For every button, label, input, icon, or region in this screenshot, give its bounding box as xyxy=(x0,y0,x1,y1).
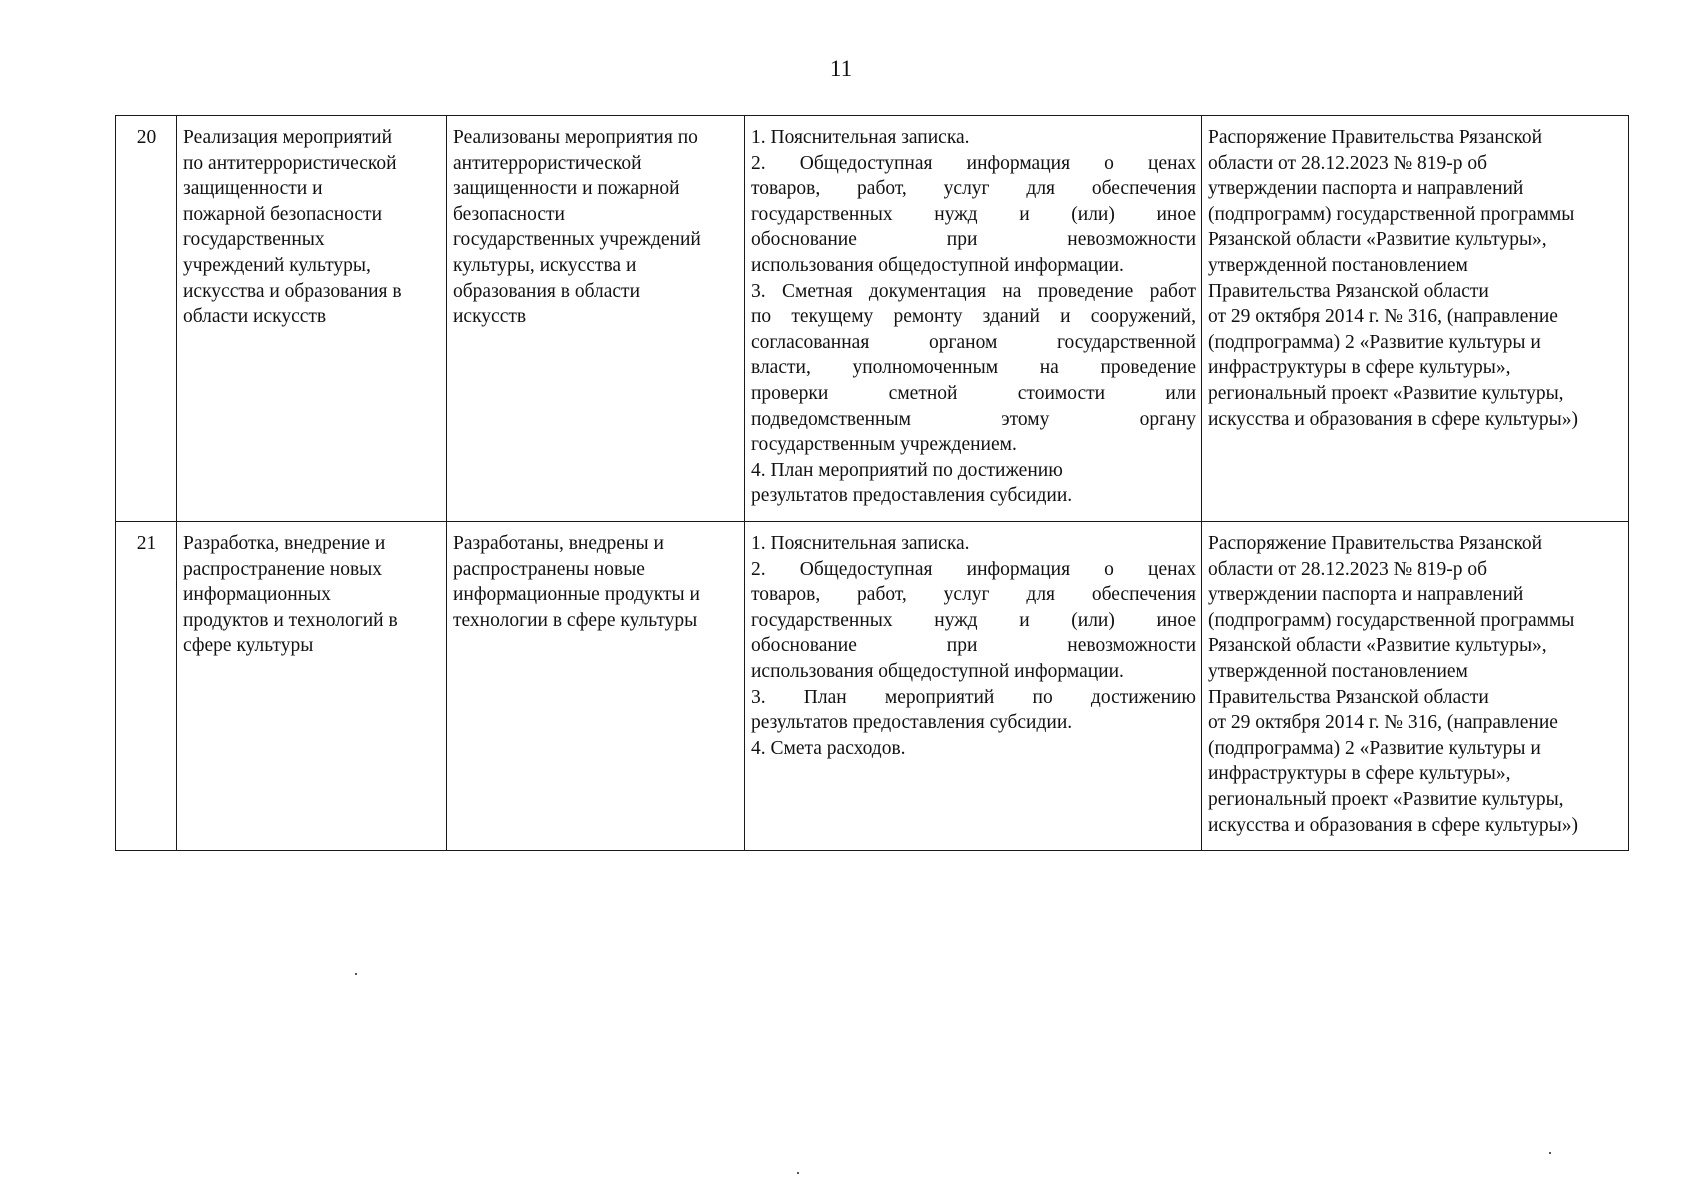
document-line: 4. План мероприятий по достижению xyxy=(751,459,1063,481)
result-line: антитеррористической xyxy=(453,152,642,174)
basis-line: Правительства Рязанской области xyxy=(1208,686,1489,708)
page-number: 11 xyxy=(829,56,853,81)
basis-line: инфраструктуры в сфере культуры», xyxy=(1208,357,1511,379)
event-line: защищенности и xyxy=(183,178,323,200)
event-line: сфере культуры xyxy=(183,635,314,657)
document-line: по текущему ремонту зданий и сооружений, xyxy=(751,306,1196,328)
document-line: государственных нужд и (или) иное xyxy=(751,609,1196,631)
event-line: информационных xyxy=(183,584,331,606)
document-line: 2. Общедоступная информация о ценах xyxy=(751,152,1196,174)
event-line: искусства и образования в xyxy=(183,280,402,302)
basis-line: региональный проект «Развитие культуры, xyxy=(1208,382,1564,404)
documents-cell xyxy=(745,116,1202,522)
event-line: учреждений культуры, xyxy=(183,254,371,276)
document-line: 3. Сметная документация на проведение работ xyxy=(751,280,1196,302)
basis-line: (подпрограмма) 2 «Развитие культуры и xyxy=(1208,737,1541,759)
basis-line: Распоряжение Правительства Рязанской xyxy=(1208,127,1543,148)
basis-line: Рязанской области «Развитие культуры», xyxy=(1208,229,1547,251)
basis-line: (подпрограмма) 2 «Развитие культуры и xyxy=(1208,331,1541,353)
event-cell xyxy=(177,116,447,522)
basis-line: утверждении паспорта и направлений xyxy=(1208,178,1524,200)
document-line: 2. Общедоступная информация о ценах xyxy=(751,558,1196,580)
event-line: по антитеррористической xyxy=(183,152,397,174)
result-line: Реализованы мероприятия по xyxy=(453,127,698,148)
basis-line: от 29 октября 2014 г. № 316, (направление xyxy=(1208,306,1558,328)
document-line: 1. Пояснительная записка. xyxy=(751,533,970,554)
document-line: согласованная органом государственной xyxy=(751,331,1196,353)
basis-line: утвержденной постановлением xyxy=(1208,254,1468,276)
table-row xyxy=(116,116,1629,522)
document-line: подведомственным этому органу xyxy=(751,408,1196,430)
result-cell xyxy=(447,116,745,522)
result-line: информационные продукты и xyxy=(453,584,700,606)
event-cell xyxy=(177,522,447,851)
event-line: продуктов и технологий в xyxy=(183,609,398,631)
scan-speck xyxy=(1549,1152,1551,1154)
result-line: Разработаны, внедрены и xyxy=(453,533,664,554)
event-line: Разработка, внедрение и xyxy=(183,533,386,554)
basis-line: области от 28.12.2023 № 819-р об xyxy=(1208,558,1488,580)
result-line: искусств xyxy=(453,306,527,328)
event-line: пожарной безопасности xyxy=(183,203,382,225)
basis-line: (подпрограмм) государственной программы xyxy=(1208,203,1575,225)
basis-line: утверждении паспорта и направлений xyxy=(1208,584,1524,606)
documents-cell xyxy=(745,522,1202,851)
document-line: обоснование при невозможности xyxy=(751,229,1196,251)
result-line: технологии в сфере культуры xyxy=(453,609,698,631)
basis-cell xyxy=(1202,522,1629,851)
basis-line: области от 28.12.2023 № 819-р об xyxy=(1208,152,1488,174)
event-line: государственных xyxy=(183,229,325,251)
basis-line: Распоряжение Правительства Рязанской xyxy=(1208,533,1543,554)
basis-line: (подпрограмм) государственной программы xyxy=(1208,609,1575,631)
document-line: 4. Смета расходов. xyxy=(751,737,906,759)
document-line: результатов предоставления субсидии. xyxy=(751,712,1073,734)
basis-line: Рязанской области «Развитие культуры», xyxy=(1208,635,1547,657)
scan-speck xyxy=(355,973,357,975)
result-line: образования в области xyxy=(453,280,641,302)
basis-line: искусства и образования в сфере культуры») xyxy=(1208,408,1579,430)
scan-speck xyxy=(797,1172,799,1174)
document-line: использования общедоступной информации. xyxy=(751,660,1124,682)
basis-cell xyxy=(1202,116,1629,522)
document-line: результатов предоставления субсидии. xyxy=(751,485,1073,507)
table-row xyxy=(116,522,1629,851)
basis-line: от 29 октября 2014 г. № 316, (направление xyxy=(1208,712,1558,734)
event-line: Реализация мероприятий xyxy=(183,127,393,148)
row-number-cell: 21 xyxy=(116,522,177,851)
document-line: 1. Пояснительная записка. xyxy=(751,127,970,148)
document-line: государственным учреждением. xyxy=(751,434,1017,456)
basis-line: Правительства Рязанской области xyxy=(1208,280,1489,302)
basis-line: инфраструктуры в сфере культуры», xyxy=(1208,763,1511,785)
result-cell xyxy=(447,522,745,851)
document-line: проверки сметной стоимости или xyxy=(751,382,1196,404)
result-line: распространены новые xyxy=(453,558,645,580)
result-line: защищенности и пожарной xyxy=(453,178,680,200)
document-line: власти, уполномоченным на проведение xyxy=(751,357,1196,379)
document-line: товаров, работ, услуг для обеспечения xyxy=(751,584,1196,606)
result-line: культуры, искусства и xyxy=(453,254,637,276)
document-line: государственных нужд и (или) иное xyxy=(751,203,1196,225)
document-line: 3. План мероприятий по достижению xyxy=(751,686,1196,708)
event-line: распространение новых xyxy=(183,558,383,580)
document-line: товаров, работ, услуг для обеспечения xyxy=(751,178,1196,200)
document-line: обоснование при невозможности xyxy=(751,635,1196,657)
measures-table xyxy=(115,115,1629,851)
document-line: использования общедоступной информации. xyxy=(751,254,1124,276)
row-number-cell: 20 xyxy=(116,116,177,522)
result-line: государственных учреждений xyxy=(453,229,701,251)
basis-line: искусства и образования в сфере культуры») xyxy=(1208,814,1579,836)
event-line: области искусств xyxy=(183,306,327,328)
basis-line: утвержденной постановлением xyxy=(1208,660,1468,682)
result-line: безопасности xyxy=(453,203,565,225)
basis-line: региональный проект «Развитие культуры, xyxy=(1208,788,1564,810)
